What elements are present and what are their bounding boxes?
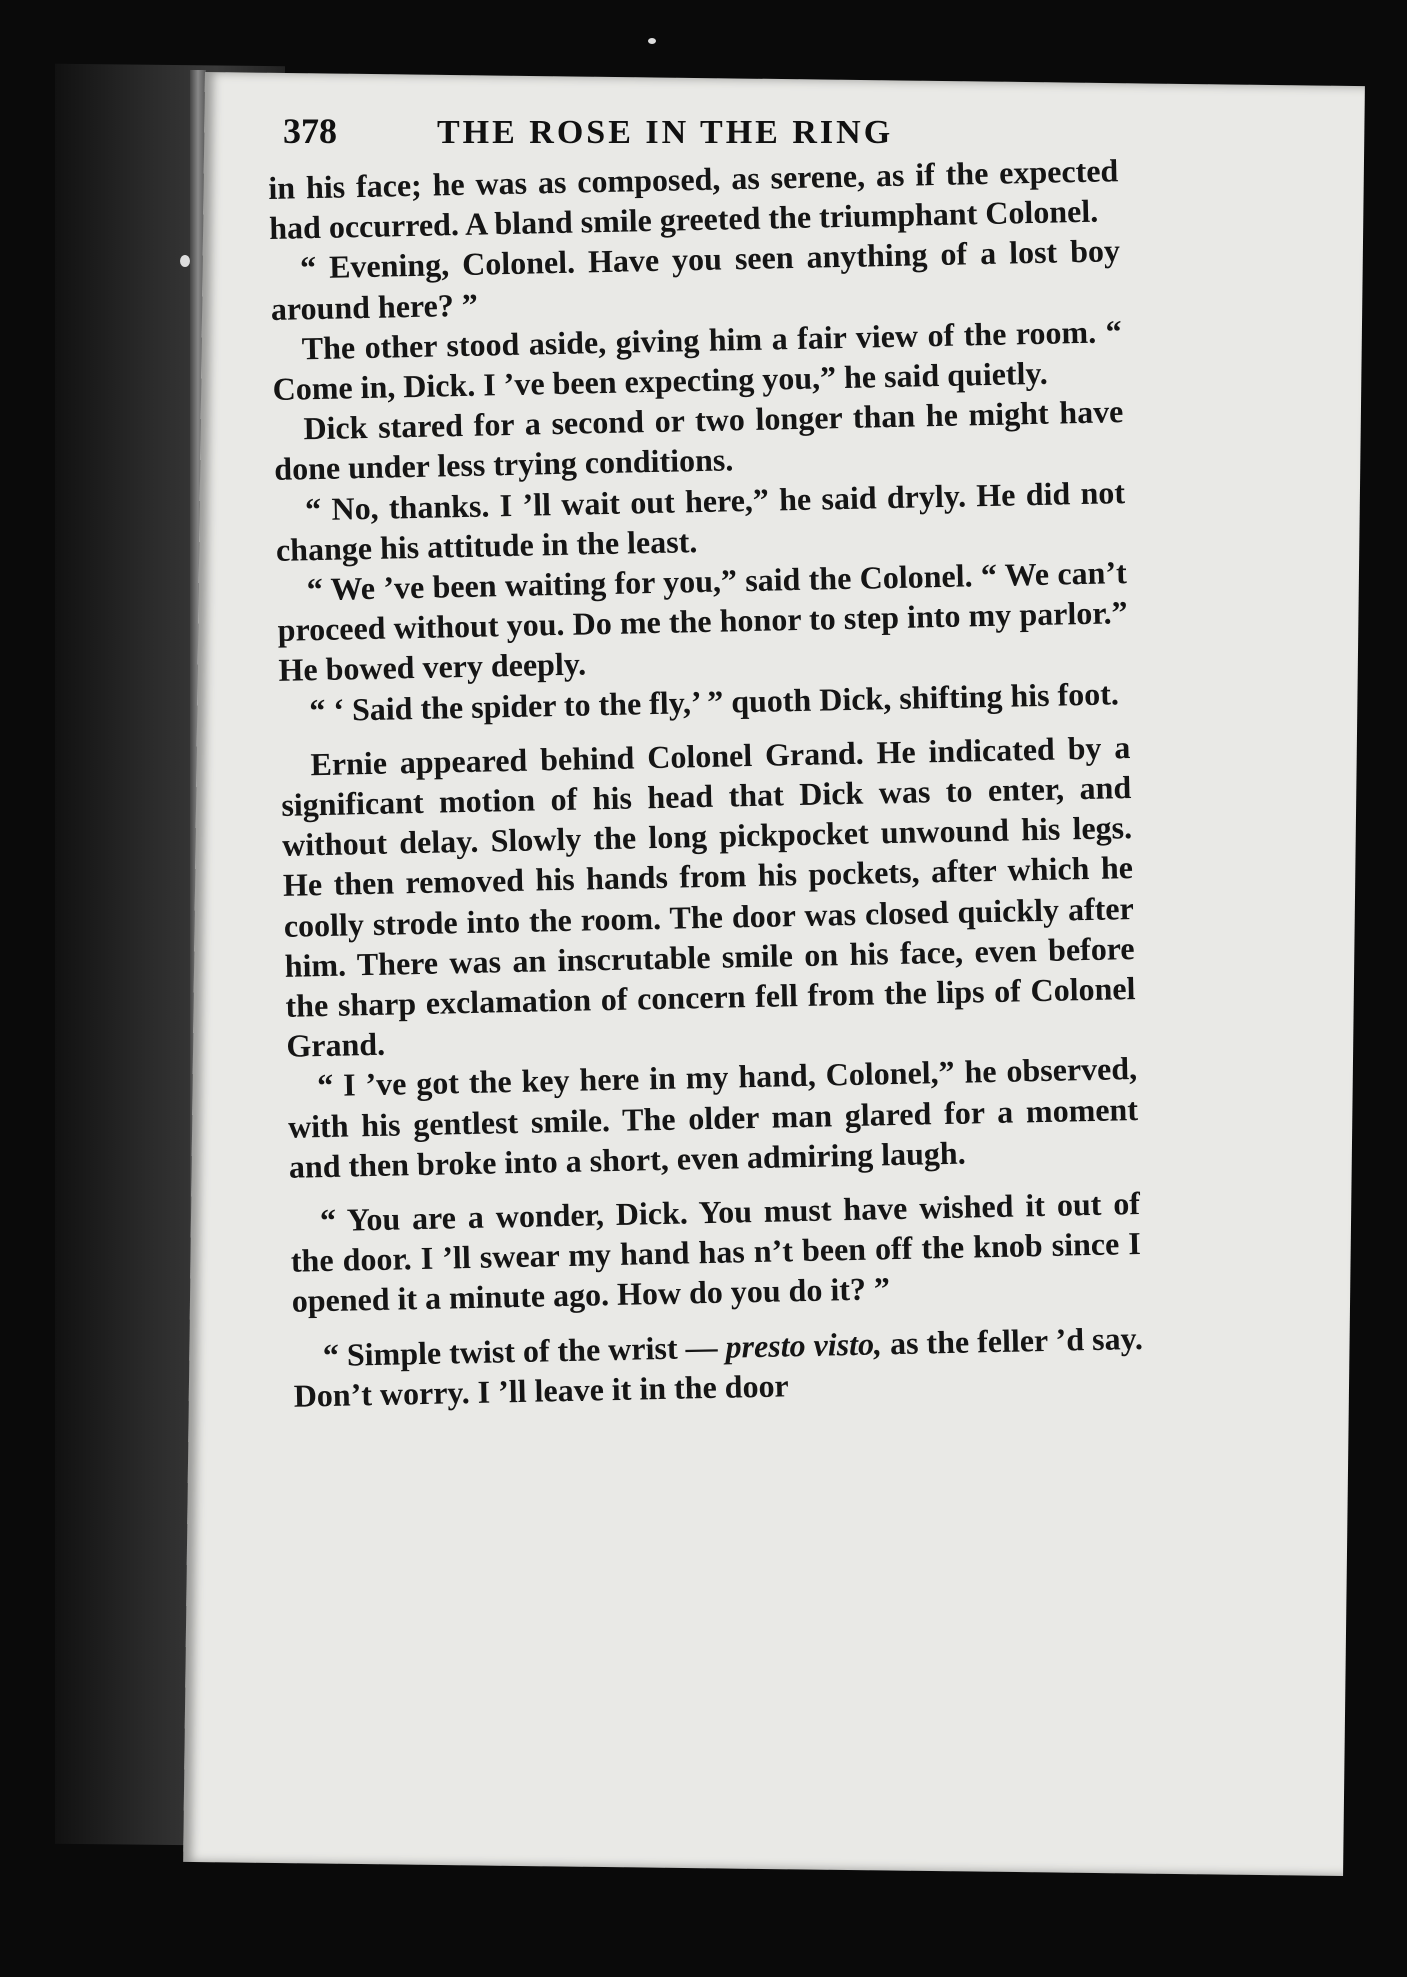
- dust-speck: [180, 255, 190, 267]
- paragraph: “ You are a wonder, Dick. You must have wished it out of the door. I ’ll swear my hand has n’t been off the knob since I opened it a minute ago. How do you do it? ”: [290, 1185, 1142, 1320]
- paragraph: “ Evening, Colonel. Have you seen anything of a lost boy around here? ”: [270, 232, 1121, 327]
- body-text: [268, 150, 1144, 1416]
- paragraph: The other stood aside, giving him a fair view of the room. “ Come in, Dick. I ’ve been expecting you,” he said quietly.: [272, 312, 1122, 407]
- paragraph: Ernie appeared behind Colonel Grand. He indicated by a significant motion of his head that Dick was to enter, and without delay. Slowly the long pickpocket unwound his legs. He then removed his hands from his pockets, after which he coolly strode into the room. The door was closed quickly after him. There was an inscrutable smile on his face, even before the sharp exclamation of concern fell from the lips of Colonel Grand.: [280, 728, 1136, 1065]
- page-number: 378: [283, 111, 337, 151]
- book-title: THE ROSE IN THE RING: [437, 114, 894, 151]
- paragraph: in his face; he was as composed, as serene, as if the expected had occurred. A bland smile greeted the triumphant Colonel.: [268, 152, 1119, 247]
- running-head: [283, 110, 983, 152]
- paragraph-segment: as the feller ’d say. Don’t worry. I ’ll leave it in the door: [293, 1319, 1144, 1414]
- paragraph-segment: “ Simple twist of the wrist —: [322, 1328, 726, 1373]
- paragraph: “ No, thanks. I ’ll wait out here,” he said dryly. He did not change his attitude in the least.: [275, 473, 1126, 568]
- italic-phrase: presto visto,: [725, 1325, 883, 1365]
- paragraph: “ I ’ve got the key here in my hand, Colonel,” he observed, with his gentlest smile. The older man glared for a moment and then broke into a short, even admiring laugh.: [287, 1050, 1139, 1185]
- paragraph: “ We ’ve been waiting for you,” said the Colonel. “ We can’t proceed without you. Do me the honor to step into my parlor.” He bowed very deeply.: [277, 554, 1128, 689]
- paragraph: “ ‘ Said the spider to the fly,’ ” quoth Dick, shifting his foot.: [308, 674, 1120, 728]
- paragraph: Dick stared for a second or two longer than he might have done under less trying conditions.: [273, 393, 1124, 488]
- dust-speck: [648, 38, 656, 44]
- scan-right-border: [1367, 0, 1407, 1977]
